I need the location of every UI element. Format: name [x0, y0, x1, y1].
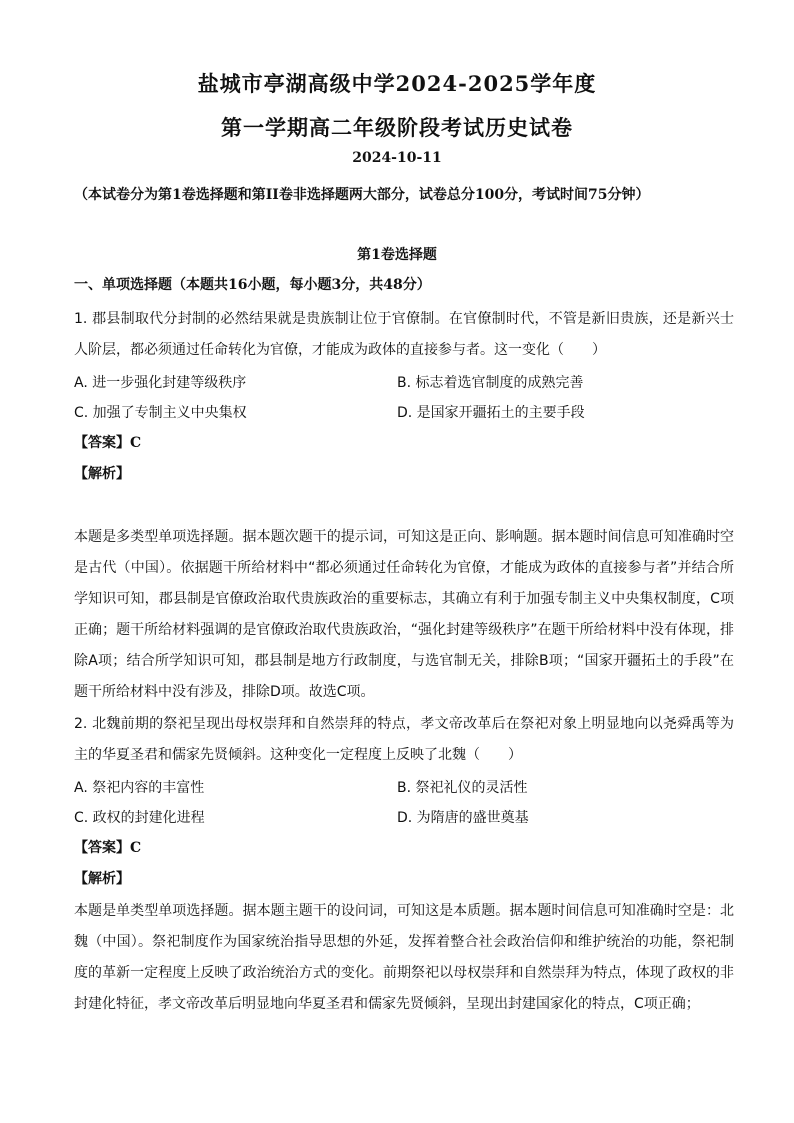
question-2-option-c: C. 政权的封建化进程 — [74, 810, 205, 826]
exam-title-line2: 第一学期高二年级阶段考试历史试卷 — [221, 115, 573, 140]
question-2-analysis-label: 【解析】 — [74, 871, 130, 887]
question-2-option-d: D. 为隋唐的盛世奠基 — [397, 810, 529, 826]
question-2-stem: 2. 北魏前期的祭祀呈现出母权崇拜和自然崇拜的特点，孝文帝改革后在祭祀对象上明显地向以尧舜禹等为主的华夏圣君和儒家先贤倾斜。这种变化一定程度上反映了北魏（ ） — [74, 716, 734, 763]
exam-note: （本试卷分为第1卷选择题和第II卷非选择题两大部分，试卷总分100分，考试时间75分钟） — [74, 187, 650, 203]
question-2-answer: 【答案】C — [74, 840, 142, 856]
question-1-stem: 1. 郡县制取代分封制的必然结果就是贵族制让位于官僚制。在官僚制时代，不管是新旧贵族，还是新兴士人阶层，都必须通过任命转化为官僚，才能成为政体的直接参与者。这一变化（ ） — [74, 311, 734, 358]
question-1-analysis-label: 【解析】 — [74, 466, 130, 482]
question-1-option-b: B. 标志着选官制度的成熟完善 — [397, 375, 584, 391]
question-1-option-d: D. 是国家开疆拓土的主要手段 — [397, 405, 585, 421]
question-2-analysis: 本题是单类型单项选择题。据本题主题干的设问词，可知这是本质题。据本题时间信息可知准确时空是：北魏（中国）。祭祀制度作为国家统治指导思想的外延，发挥着整合社会政治信仰和维护统治的功能，祭祀制度的革新一定程度上反映了政治统治方式的变化。前期祭祀以母权崇拜和自然崇拜为特点，体现了政权的非封建化特征，孝文帝改革后明显地向华夏圣君和儒家先贤倾斜，呈现出封建国家化的特点，C项正确； — [74, 903, 734, 1012]
question-2-option-b: B. 祭祀礼仪的灵活性 — [397, 780, 528, 796]
section-title: 第1卷选择题 — [357, 247, 437, 263]
exam-title-line1: 盐城市亭湖高级中学2024-2025学年度 — [197, 71, 597, 96]
question-1-option-c: C. 加强了专制主义中央集权 — [74, 405, 247, 421]
part-title: 一、单项选择题（本题共16小题，每小题3分，共48分） — [74, 277, 431, 293]
question-1-analysis: 本题是多类型单项选择题。据本题次题干的提示词，可知这是正向、影响题。据本题时间信息可知准确时空是古代（中国）。依据题干所给材料中“都必须通过任命转化为官僚，才能成为政体的直接参与者”并结合所学知识可知，郡县制是官僚政治取代贵族政治的重要标志，其确立有利于加强专制主义中央集权制度，C项正确；题干所给材料强调的是官僚政治取代贵族政治，“强化封建等级秩序”在题干所给材料中没有体现，排除A项；结合所学知识可知，郡县制是地方行政制度，与选官制无关，排除B项；“国家开疆拓土的手段”在题干所给材料中没有涉及，排除D项。故选C项。 — [74, 529, 734, 700]
question-2-option-a: A. 祭祀内容的丰富性 — [74, 780, 205, 796]
question-1-answer: 【答案】C — [74, 435, 142, 451]
exam-date: 2024-10-11 — [352, 150, 442, 166]
question-1-option-a: A. 进一步强化封建等级秩序 — [74, 375, 247, 391]
